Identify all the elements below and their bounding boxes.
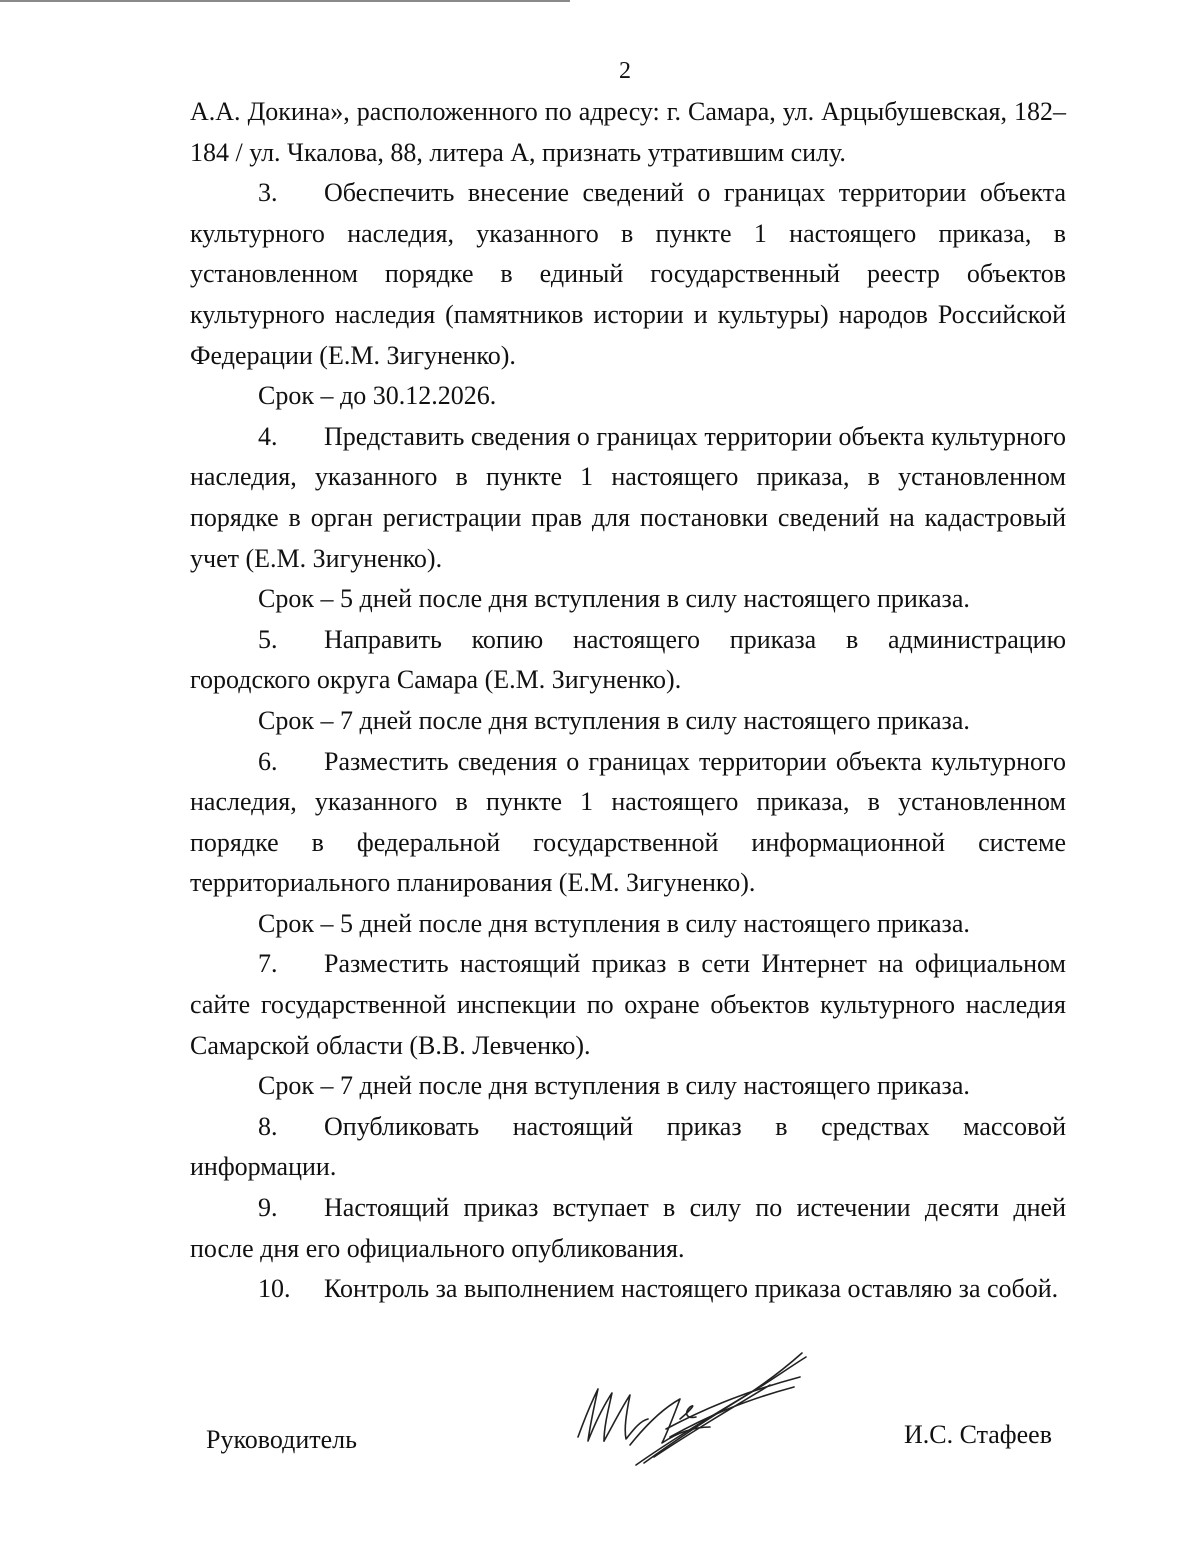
- paragraph-item-4: [190, 417, 1066, 579]
- deadline-item-6: Срок – 5 дней после дня вступления в силу настоящего приказа.: [258, 908, 970, 938]
- item-number: 8.: [258, 1111, 278, 1141]
- paragraph-text: Настоящий приказ вступает в силу по истечении десяти дней после дня его официального опубликования.: [190, 1193, 1066, 1263]
- paragraph-continuation: [190, 92, 1066, 173]
- paragraph-text: Разместить настоящий приказ в сети Интернет на официальном сайте государственной инспекции по охране объектов культурного наследия Самарской области (В.В. Левченко).: [190, 949, 1066, 1060]
- signature-block: [0, 1340, 1200, 1480]
- paragraph-text: Представить сведения о границах территории объекта культурного наследия, указанного в пункте 1 настоящего приказа, в установленном порядке в орган регистрации прав для постановки сведений на кадастровый учет (Е.М. Зигуненко).: [190, 421, 1066, 573]
- paragraph-item-10: [190, 1269, 1066, 1310]
- item-number: 5.: [258, 624, 278, 654]
- deadline-item-7: Срок – 7 дней после дня вступления в силу настоящего приказа.: [258, 1071, 970, 1101]
- paragraph-text: Опубликовать настоящий приказ в средствах массовой информации.: [190, 1111, 1066, 1182]
- paragraph-item-3: [190, 173, 1066, 376]
- paragraph-item-9: [190, 1188, 1066, 1269]
- item-number: 6.: [258, 746, 278, 776]
- paragraph-item-5: [190, 620, 1066, 701]
- item-number: 10.: [258, 1274, 291, 1304]
- item-number: 3.: [258, 178, 278, 208]
- paragraph-item-8: [190, 1107, 1066, 1188]
- scan-edge-line: [0, 0, 570, 2]
- paragraph-item-7: [190, 944, 1066, 1066]
- paragraph-text: Обеспечить внесение сведений о границах территории объекта культурного наследия, указанного в пункте 1 настоящего приказа, в установленном порядке в единый государственный реестр объектов культурного наследия (памятников истории и культуры) народов Российской Федерации (Е.М. Зигуненко).: [190, 178, 1066, 370]
- deadline-item-3: Срок – до 30.12.2026.: [258, 381, 497, 411]
- paragraph-text: Контроль за выполнением настоящего приказа оставляю за собой.: [324, 1274, 1059, 1304]
- deadline-item-5: Срок – 7 дней после дня вступления в силу настоящего приказа.: [258, 705, 970, 735]
- paragraph-item-6: [190, 742, 1066, 904]
- item-number: 7.: [258, 949, 278, 979]
- signer-name: И.С. Стафеев: [903, 1420, 1052, 1449]
- signer-position: Руководитель: [206, 1425, 357, 1454]
- page-number: 2: [619, 58, 631, 84]
- deadline-item-4: Срок – 5 дней после дня вступления в силу настоящего приказа.: [258, 584, 970, 614]
- paragraph-text: Направить копию настоящего приказа в администрацию городского округа Самара (Е.М. Зигуненко).: [190, 624, 1066, 695]
- document-body: [190, 92, 1066, 1310]
- item-number: 4.: [258, 421, 278, 451]
- handwritten-signature: [570, 1345, 810, 1470]
- paragraph-text: Разместить сведения о границах территории объекта культурного наследия, указанного в пункте 1 настоящего приказа, в установленном порядке в федеральной государственной информационной системе территориального планирования (Е.М. Зигуненко).: [190, 746, 1066, 898]
- paragraph-text: А.А. Докина», расположенного по адресу: г. Самара, ул. Арцыбушевская, 182–184 / ул. Чкалова, 88, литера А, признать утратившим силу.: [190, 97, 1066, 167]
- item-number: 9.: [258, 1193, 278, 1223]
